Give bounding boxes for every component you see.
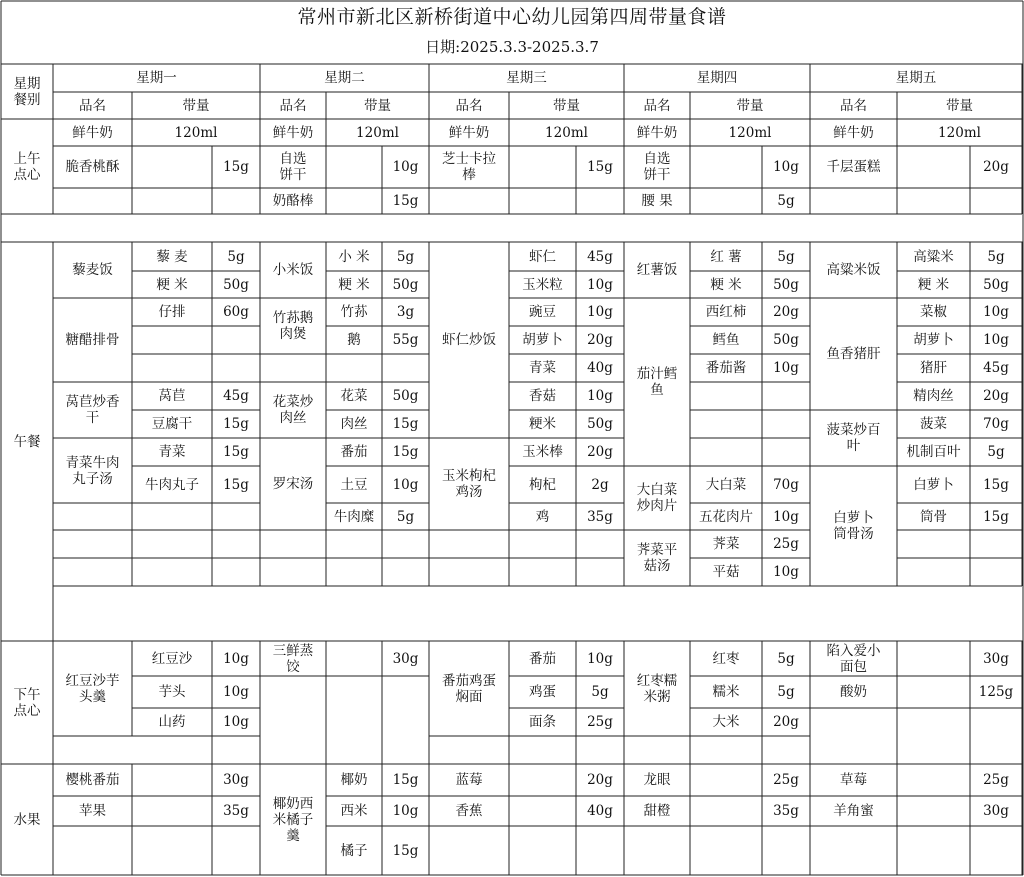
lunch-thu-ingredient: 荠菜 <box>712 536 740 552</box>
lunch-fri-quantity: 5g <box>987 444 1005 460</box>
lunch-wed-quantity: 40g <box>587 360 613 376</box>
lunch-thu-ingredient: 番茄酱 <box>705 360 747 376</box>
snack-mon-quantity: 10g <box>223 684 249 700</box>
breakfast-thu-2-blank <box>690 188 762 214</box>
lunch-fri-quantity: 10g <box>983 304 1009 320</box>
milk-name: 鲜牛奶 <box>272 124 314 141</box>
fruit-mon-quantity: 35g <box>223 803 249 819</box>
lunch-mon-quantity <box>212 558 260 586</box>
lunch-fri-quantity: 5g <box>987 248 1005 265</box>
empty-cell <box>690 764 762 796</box>
milk-name: 鲜牛奶 <box>833 124 874 141</box>
fruit-tue-ingredient: 西米 <box>340 803 368 819</box>
breakfast-thu-blank <box>690 146 762 188</box>
lunch-tue-ingredient <box>326 530 382 558</box>
lunch-mon-ingredient <box>132 326 212 354</box>
fruit-thu-quantity: 25g <box>773 772 799 788</box>
lunch-mon-quantity: 45g <box>223 388 249 404</box>
breakfast-mon-blank <box>132 146 212 188</box>
lunch-wed-dish <box>429 530 509 558</box>
fruit-fri-quantity: 30g <box>983 803 1009 819</box>
lunch-wed-quantity: 10g <box>587 388 613 404</box>
empty-cell <box>970 188 1022 214</box>
lunch-tue-ingredient: 番茄 <box>340 444 368 460</box>
lunch-tue-ingredient: 牛肉糜 <box>333 508 375 525</box>
fruit-wed-name: 蓝莓 <box>455 772 483 788</box>
lunch-mon-quantity: 50g <box>223 276 249 293</box>
lunch-mon-ingredient: 莴苣 <box>158 388 186 404</box>
snack-wed-quantity: 25g <box>587 714 613 730</box>
lunch-fri-ingredient: 机制百叶 <box>906 444 961 460</box>
empty-cell <box>624 826 690 875</box>
breakfast-tue-2-blank <box>326 188 382 214</box>
day-header-tue: 星期二 <box>324 70 365 86</box>
lunch-tue-dish <box>260 354 326 382</box>
lunch-wed-ingredient: 青菜 <box>529 360 556 376</box>
lunch-mon-ingredient: 牛肉丸子 <box>145 476 199 493</box>
day-header-fri: 星期五 <box>895 70 937 86</box>
lunch-fri-quantity: 50g <box>983 276 1009 293</box>
lunch-wed-quantity: 20g <box>587 332 613 348</box>
lunch-wed-ingredient: 虾仁 <box>529 248 556 265</box>
breakfast-wed-quantity: 15g <box>587 159 613 175</box>
milk-quantity: 120ml <box>545 124 588 141</box>
lunch-mon-ingredient <box>132 530 212 558</box>
lunch-fri-quantity: 10g <box>983 332 1009 348</box>
snack-wed-quantity: 5g <box>591 684 609 700</box>
lunch-tue-ingredient: 鹅 <box>347 332 361 348</box>
lunch-mon-ingredient: 藜 麦 <box>156 248 188 265</box>
lunch-mon-ingredient <box>132 558 212 586</box>
lunch-wed-ingredient: 粳米 <box>529 416 556 432</box>
snack-wed-dish: 番茄鸡蛋 焖面 <box>442 672 496 705</box>
lunch-wed-ingredient: 豌豆 <box>529 304 556 320</box>
snack-fri-quantity: 30g <box>983 650 1009 667</box>
quantity-header: 带量 <box>946 97 973 114</box>
lunch-wed-dish: 玉米枸杞 鸡汤 <box>442 468 496 500</box>
empty-cell <box>53 736 212 764</box>
lunch-mon-quantity <box>212 530 260 558</box>
milk-name: 鲜牛奶 <box>448 124 490 141</box>
lunch-fri-quantity: 70g <box>983 416 1009 432</box>
snack-thu-ingredient: 糯米 <box>712 684 740 700</box>
empty-cell <box>897 796 970 826</box>
snack-mon-ingredient: 山药 <box>158 714 186 730</box>
snack-mon-ingredient: 芋头 <box>158 684 186 700</box>
lunch-mon-quantity <box>212 503 260 530</box>
lunch-wed-quantity: 10g <box>587 276 613 293</box>
lunch-thu-dish: 茄汁鳕 鱼 <box>636 366 678 398</box>
lunch-wed-dish <box>429 558 509 586</box>
lunch-thu-quantity: 50g <box>773 276 799 293</box>
day-header-thu: 星期四 <box>696 70 738 86</box>
fruit-mon-quantity: 30g <box>223 772 249 788</box>
lunch-tue-quantity: 15g <box>392 444 419 460</box>
quantity-header: 带量 <box>553 97 580 114</box>
empty-cell <box>690 826 762 875</box>
lunch-mon-quantity: 15g <box>223 476 249 493</box>
lunch-fri-ingredient: 筒骨 <box>920 508 947 525</box>
lunch-fri-quantity: 15g <box>983 476 1009 493</box>
fruit-fri-name: 羊角蜜 <box>833 803 874 819</box>
lunch-tue-quantity: 3g <box>396 304 415 320</box>
lunch-mon-ingredient: 仔排 <box>158 304 186 320</box>
empty-cell <box>897 676 970 708</box>
lunch-tue-quantity <box>382 354 429 382</box>
empty-cell <box>576 188 624 214</box>
milk-name: 鲜牛奶 <box>636 124 678 141</box>
lunch-wed-ingredient: 玉米棒 <box>522 444 563 460</box>
empty-cell <box>53 188 132 214</box>
item-name-header: 品名 <box>79 97 106 114</box>
lunch-thu-ingredient <box>690 382 762 410</box>
lunch-tue-dish: 小米饭 <box>272 262 314 278</box>
snack-mon-quantity: 10g <box>223 714 249 730</box>
lunch-mon-dish: 莴苣炒香 干 <box>65 394 120 426</box>
meal-label-snack: 下午 点心 <box>13 686 41 719</box>
lunch-tue-ingredient: 肉丝 <box>340 416 368 432</box>
lunch-fri-ingredient: 精肉丝 <box>913 388 954 404</box>
lunch-fri-ingredient: 猪肝 <box>920 360 947 376</box>
fruit-tue-dish: 椰奶西 米橘子 羹 <box>272 795 314 844</box>
breakfast-thu-quantity: 10g <box>773 159 799 175</box>
lunch-tue-dish: 罗宋汤 <box>272 476 314 492</box>
quantity-header: 带量 <box>364 97 391 114</box>
lunch-mon-quantity: 5g <box>227 248 245 265</box>
snack-fri-dish-2: 酸奶 <box>840 684 867 700</box>
meal-label-breakfast: 上午 点心 <box>13 150 41 183</box>
lunch-thu-quantity: 10g <box>773 508 799 525</box>
lunch-fri-dish: 高粱米饭 <box>826 262 881 278</box>
milk-quantity: 120ml <box>938 124 981 141</box>
lunch-fri-ingredient: 菜椒 <box>920 304 947 320</box>
breakfast-thu-2-dish: 腰 果 <box>641 193 673 209</box>
empty-cell <box>897 826 970 875</box>
snack-wed-ingredient: 番茄 <box>529 650 556 667</box>
snack-mon-ingredient: 红豆沙 <box>151 650 193 667</box>
empty-cell <box>762 826 810 875</box>
milk-name: 鲜牛奶 <box>72 124 113 141</box>
fruit-mon-name: 樱桃番茄 <box>65 772 120 788</box>
breakfast-tue-blank <box>326 146 382 188</box>
lunch-thu-ingredient <box>690 410 762 438</box>
lunch-tue-ingredient <box>326 558 382 586</box>
lunch-tue-dish: 花菜炒 肉丝 <box>272 394 314 426</box>
snack-tue-quantity: 30g <box>392 650 419 667</box>
lunch-tue-quantity: 50g <box>392 276 419 293</box>
page-title: 常州市新北区新桥街道中心幼儿园第四周带量食谱 <box>297 6 727 28</box>
snack-thu-dish: 红枣糯 米粥 <box>636 672 678 705</box>
empty-cell <box>897 641 970 676</box>
fruit-tue-ingredient: 椰奶 <box>340 772 368 788</box>
lunch-mon-dish: 藜麦饭 <box>72 262 113 278</box>
lunch-thu-ingredient: 粳 米 <box>710 276 742 293</box>
lunch-tue-quantity <box>382 530 429 558</box>
lunch-tue-quantity: 50g <box>392 388 419 404</box>
snack-thu-quantity: 5g <box>777 684 795 700</box>
lunch-mon-quantity <box>212 326 260 354</box>
lunch-thu-dish: 大白菜 炒肉片 <box>636 482 678 514</box>
lunch-wed-quantity: 35g <box>587 508 613 525</box>
empty-cell <box>690 736 762 764</box>
lunch-tue-ingredient: 粳 米 <box>338 276 370 293</box>
lunch-wed-quantity: 50g <box>587 416 613 432</box>
lunch-wed-ingredient: 玉米粒 <box>522 276 563 293</box>
lunch-tue-ingredient: 花菜 <box>340 388 368 404</box>
lunch-wed-ingredient: 香菇 <box>529 388 556 404</box>
snack-wed-quantity: 10g <box>587 650 613 667</box>
milk-quantity: 120ml <box>174 124 218 141</box>
breakfast-mon-dish: 脆香桃酥 <box>65 159 120 175</box>
milk-quantity: 120ml <box>356 124 399 141</box>
lunch-thu-ingredient: 鳕鱼 <box>712 332 740 348</box>
lunch-tue-quantity: 15g <box>392 416 419 432</box>
item-name-header: 品名 <box>840 97 867 114</box>
lunch-wed-quantity <box>576 558 624 586</box>
empty-cell <box>326 641 382 676</box>
fruit-tue-quantity: 15g <box>392 772 419 788</box>
snack-mon-quantity: 10g <box>223 650 249 667</box>
lunch-wed-ingredient: 胡萝卜 <box>522 332 563 348</box>
lunch-fri-dish: 白萝卜 筒骨汤 <box>833 510 874 542</box>
lunch-mon-dish <box>53 530 132 558</box>
empty-cell <box>212 826 260 875</box>
empty-cell <box>132 764 212 796</box>
breakfast-mon-quantity: 15g <box>223 159 249 175</box>
fruit-wed-name: 香蕉 <box>455 803 483 819</box>
lunch-wed-quantity: 45g <box>587 248 613 265</box>
lunch-fri-dish: 菠菜炒百 叶 <box>826 422 881 454</box>
snack-thu-ingredient: 大米 <box>712 714 740 730</box>
snack-wed-ingredient: 面条 <box>529 714 556 730</box>
lunch-fri-ingredient <box>897 558 970 586</box>
meal-label-fruit: 水果 <box>13 811 41 828</box>
breakfast-wed-blank <box>509 146 576 188</box>
lunch-thu-quantity <box>762 438 810 466</box>
lunch-thu-quantity: 10g <box>773 564 799 580</box>
snack-mon-dish: 红豆沙芋 头羹 <box>65 672 120 705</box>
lunch-thu-ingredient: 平菇 <box>712 564 740 580</box>
lunch-mon-quantity: 15g <box>223 444 249 460</box>
lunch-tue-ingredient: 土豆 <box>340 476 368 493</box>
snack-thu-quantity: 20g <box>773 714 799 730</box>
quantity-header: 带量 <box>182 97 210 114</box>
lunch-tue-ingredient: 小 米 <box>338 248 370 265</box>
breakfast-tue-2-dish: 奶酪棒 <box>272 193 314 209</box>
breakfast-wed-dish: 芝士卡拉 棒 <box>442 151 496 183</box>
breakfast-fri-blank <box>897 146 970 188</box>
day-header-mon: 星期一 <box>136 70 177 86</box>
lunch-thu-ingredient: 大白菜 <box>705 476 747 493</box>
empty-cell <box>429 826 509 875</box>
lunch-tue-quantity: 10g <box>392 476 419 493</box>
snack-thu-quantity: 5g <box>777 650 795 667</box>
lunch-thu-ingredient: 红 薯 <box>710 248 742 265</box>
lunch-thu-dish: 荠菜平 菇汤 <box>636 542 678 574</box>
fruit-wed-quantity: 40g <box>587 803 613 819</box>
lunch-thu-ingredient <box>690 438 762 466</box>
lunch-thu-quantity: 50g <box>773 332 799 348</box>
lunch-fri-ingredient: 胡萝卜 <box>913 332 954 348</box>
fruit-thu-quantity: 35g <box>773 803 799 819</box>
lunch-mon-quantity <box>212 354 260 382</box>
lunch-tue-dish <box>260 530 326 558</box>
lunch-wed-ingredient: 枸杞 <box>529 476 556 493</box>
empty-cell <box>509 736 576 764</box>
lunch-mon-quantity: 60g <box>223 304 249 320</box>
fruit-tue-ingredient: 橘子 <box>340 842 368 859</box>
lunch-mon-ingredient: 粳 米 <box>156 276 188 293</box>
lunch-tue-dish <box>260 558 326 586</box>
snack-thu-ingredient: 红枣 <box>712 650 740 667</box>
lunch-wed-quantity: 10g <box>587 304 613 320</box>
item-name-header: 品名 <box>279 97 307 114</box>
lunch-thu-dish: 红薯饭 <box>636 262 678 278</box>
empty-cell <box>810 188 897 214</box>
empty-cell <box>970 708 1022 764</box>
quantity-header: 带量 <box>736 97 764 114</box>
lunch-mon-ingredient: 豆腐干 <box>151 416 193 432</box>
lunch-fri-quantity: 20g <box>983 388 1009 404</box>
lunch-fri-ingredient: 高粱米 <box>913 248 954 265</box>
empty-cell <box>429 188 509 214</box>
item-name-header: 品名 <box>643 97 671 114</box>
empty-cell <box>132 796 212 826</box>
lunch-mon-ingredient <box>132 503 212 530</box>
breakfast-tue-quantity: 10g <box>392 159 419 175</box>
empty-cell <box>576 826 624 875</box>
empty-cell <box>576 736 624 764</box>
lunch-thu-quantity: 25g <box>773 536 799 552</box>
breakfast-thu-dish: 自选 饼干 <box>643 151 671 183</box>
lunch-tue-quantity: 55g <box>392 332 419 348</box>
lunch-tue-quantity: 5g <box>396 248 415 265</box>
empty-cell <box>970 826 1022 875</box>
lunch-tue-quantity: 5g <box>396 508 415 525</box>
empty-cell <box>762 736 810 764</box>
lunch-thu-quantity: 5g <box>777 248 795 265</box>
lunch-wed-ingredient <box>509 558 576 586</box>
empty-cell <box>624 736 690 764</box>
snack-fri-quantity-2: 125g <box>978 684 1014 700</box>
corner-header: 星期 餐别 <box>13 75 41 108</box>
lunch-tue-ingredient: 竹荪 <box>340 304 368 320</box>
lunch-wed-quantity: 2g <box>591 476 609 493</box>
empty-cell <box>897 708 970 764</box>
empty-cell <box>212 736 260 764</box>
lunch-fri-ingredient: 菠菜 <box>920 416 947 432</box>
lunch-wed-quantity: 20g <box>587 444 613 460</box>
breakfast-fri-dish: 千层蛋糕 <box>826 159 881 175</box>
snack-tue-dish: 三鲜蒸 饺 <box>272 642 314 675</box>
lunch-wed-quantity <box>576 530 624 558</box>
lunch-tue-quantity <box>382 558 429 586</box>
lunch-wed-ingredient <box>509 530 576 558</box>
lunch-mon-ingredient: 青菜 <box>158 444 186 460</box>
milk-quantity: 120ml <box>728 124 772 141</box>
lunch-tue-ingredient <box>326 354 382 382</box>
empty-cell <box>212 188 260 214</box>
empty-cell <box>132 826 212 875</box>
lunch-thu-quantity: 70g <box>773 476 799 493</box>
empty-cell <box>509 796 576 826</box>
lunch-fri-quantity <box>970 530 1022 558</box>
empty-cell <box>53 826 132 875</box>
empty-cell <box>132 188 212 214</box>
date-range: 日期:2025.3.3-2025.3.7 <box>425 38 599 56</box>
lunch-fri-ingredient: 粳 米 <box>917 276 950 293</box>
lunch-thu-quantity: 10g <box>773 360 799 376</box>
lunch-thu-ingredient: 五花肉片 <box>699 508 753 525</box>
breakfast-thu-2-quantity: 5g <box>777 193 795 209</box>
snack-fri-dish: 陷入爱小 面包 <box>826 642 881 675</box>
empty-cell <box>382 676 429 764</box>
breakfast-fri-quantity: 20g <box>983 159 1009 175</box>
lunch-thu-quantity: 20g <box>773 304 799 320</box>
lunch-fri-quantity <box>970 558 1022 586</box>
empty-cell <box>509 188 576 214</box>
item-name-header: 品名 <box>455 97 483 114</box>
lunch-fri-ingredient: 白萝卜 <box>913 476 954 493</box>
fruit-tue-quantity: 10g <box>392 803 419 819</box>
lunch-wed-ingredient: 鸡 <box>535 508 550 525</box>
fruit-thu-name: 甜橙 <box>643 803 671 819</box>
empty-cell <box>509 764 576 796</box>
fruit-thu-name: 龙眼 <box>643 772 671 788</box>
empty-cell <box>260 676 326 764</box>
lunch-mon-dish: 糖醋排骨 <box>65 332 120 348</box>
breakfast-tue-dish: 自选 饼干 <box>279 151 307 183</box>
lunch-fri-ingredient <box>897 530 970 558</box>
lunch-mon-quantity: 15g <box>223 416 249 432</box>
empty-cell <box>509 826 576 875</box>
lunch-mon-dish <box>53 558 132 586</box>
meal-label-lunch: 午餐 <box>13 433 41 450</box>
fruit-mon-name: 苹果 <box>79 803 106 819</box>
breakfast-tue-2-quantity: 15g <box>392 193 419 209</box>
lunch-mon-ingredient <box>132 354 212 382</box>
lunch-thu-ingredient: 西红柿 <box>705 304 747 320</box>
fruit-wed-quantity: 20g <box>587 772 613 788</box>
fruit-fri-quantity: 25g <box>983 772 1009 788</box>
lunch-fri-dish: 鱼香猪肝 <box>826 346 881 362</box>
empty-cell <box>897 764 970 796</box>
lunch-fri-quantity: 45g <box>983 360 1009 376</box>
lunch-fri-quantity: 15g <box>983 508 1009 525</box>
lunch-tue-dish: 竹荪鹅 肉煲 <box>272 310 314 342</box>
lunch-thu-quantity <box>762 410 810 438</box>
empty-cell <box>690 796 762 826</box>
empty-cell <box>810 708 897 764</box>
lunch-wed-dish: 虾仁炒饭 <box>442 332 496 348</box>
empty-cell <box>810 826 897 875</box>
day-header-wed: 星期三 <box>506 70 547 86</box>
lunch-thu-quantity <box>762 382 810 410</box>
lunch-mon-dish: 青菜牛肉 丸子汤 <box>65 454 120 487</box>
empty-cell <box>897 188 970 214</box>
fruit-fri-name: 草莓 <box>840 772 867 788</box>
fruit-tue-quantity: 15g <box>392 842 419 859</box>
empty-cell <box>326 676 382 764</box>
snack-wed-ingredient: 鸡蛋 <box>529 684 556 700</box>
empty-cell <box>429 736 509 764</box>
lunch-mon-dish <box>53 503 132 530</box>
